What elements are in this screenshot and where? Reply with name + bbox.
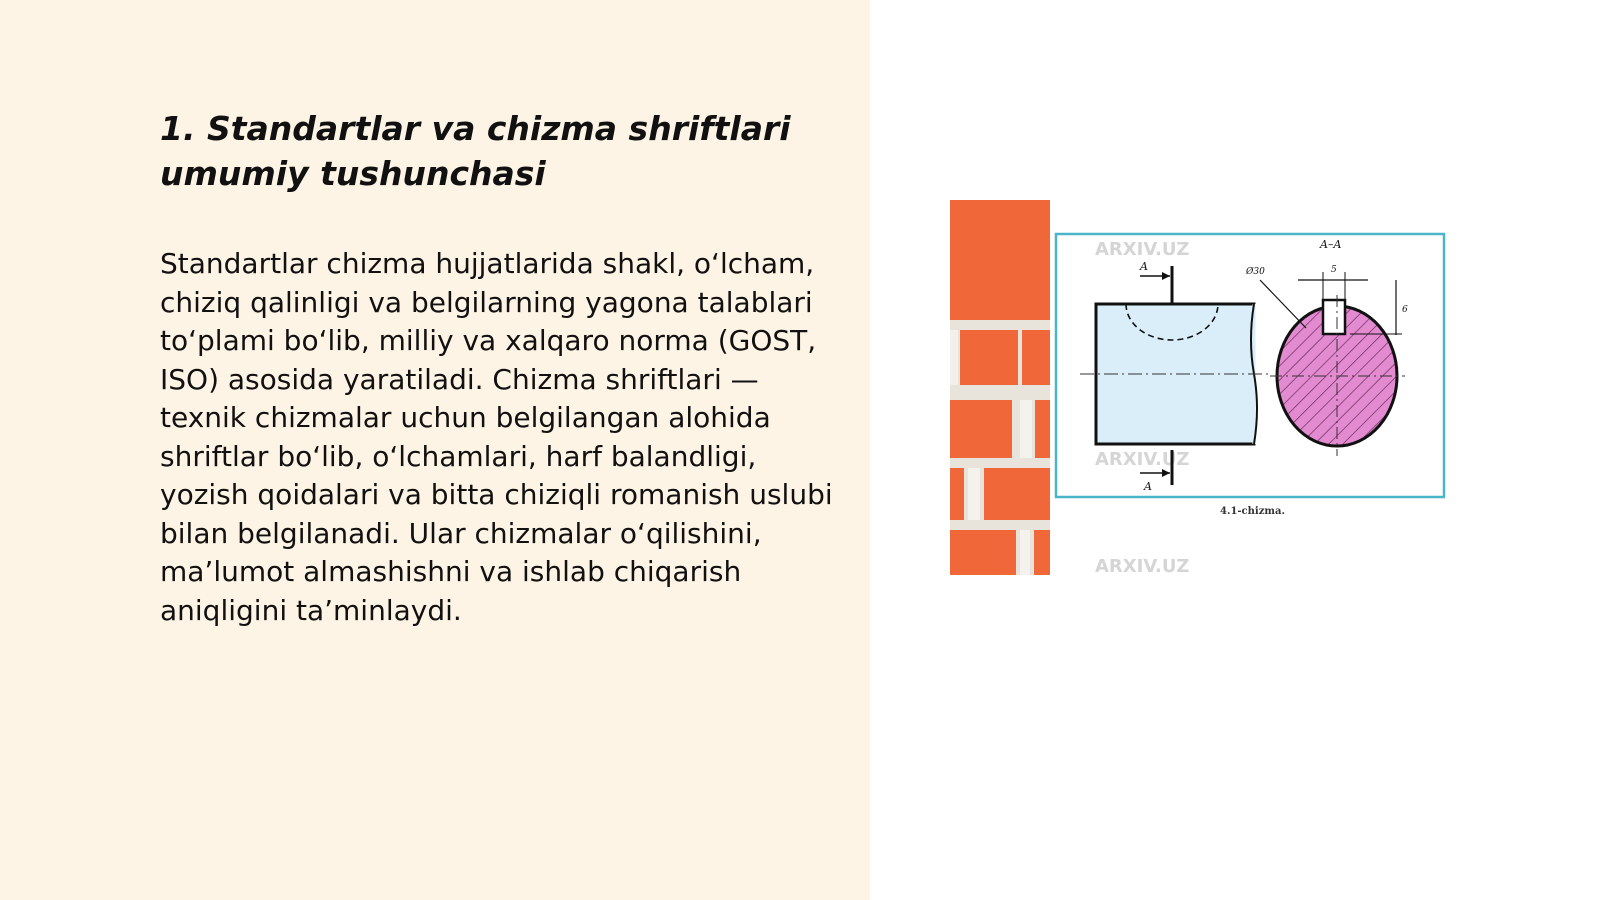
watermark-4: ARXIV.UZ (1095, 556, 1190, 575)
watermark-1: ARXIV.UZ (1095, 239, 1190, 260)
section-label: A–A (1320, 238, 1342, 251)
brick-wall-strip (950, 200, 1050, 575)
technical-drawing-figure (950, 200, 1450, 575)
cut-label-bottom: A (1144, 480, 1152, 493)
diameter-label: Ø30 (1246, 267, 1265, 277)
watermark-3: ARXIV.UZ (1095, 449, 1190, 470)
dim-width-label: 5 (1331, 265, 1337, 275)
figure-caption: 4.1-chizma. (1220, 506, 1285, 517)
cut-label-top: A (1140, 260, 1148, 273)
dim-depth-label: 6 (1402, 305, 1408, 315)
slide-body-text: Standartlar chizma hujjatlarida shakl, o‘lcham, chiziq qalinligi va belgilarning yagona talablari to‘plami bo‘lib, milliy va xalqaro norma (GOST, ISO) asosida yaratiladi. Chizma shriftlari — texnik chizmalar uchun belgilangan alohida shriftlar bo‘lib, o‘lchamlari, harf balandligi, yozish qoidalari va bitta chiziqli romanish uslubi bilan belgilanadi. Ular chizmalar o‘qilishini, ma’lumot almashishni va ishlab chiqarish aniqligini ta’minlaydi. (160, 247, 833, 627)
slide-title: 1. Standartlar va chizma shriftlari umumiy tushunchasi (160, 109, 791, 193)
